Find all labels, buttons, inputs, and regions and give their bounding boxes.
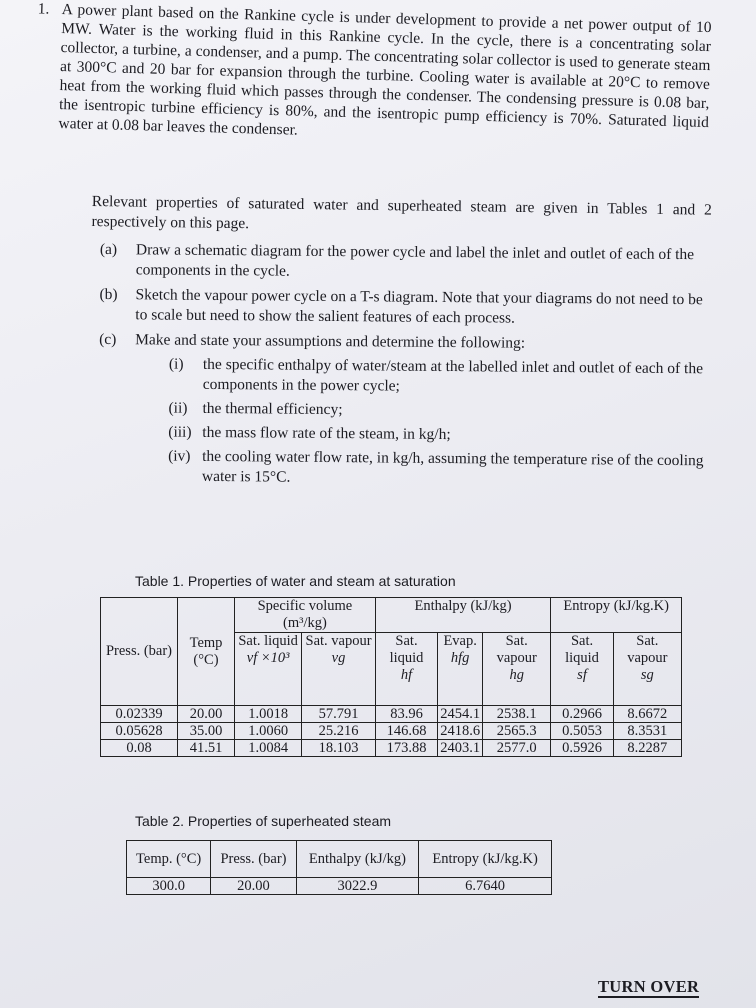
th-hfg bbox=[438, 633, 483, 706]
part-text: Draw a schematic diagram for the power cycle and label the inlet and outlet of each of the components in the cycle. bbox=[135, 241, 695, 280]
table2-superheated bbox=[126, 840, 552, 895]
th-entropy: Entropy (kJ/kg.K) bbox=[551, 598, 682, 633]
part-b bbox=[99, 285, 709, 330]
cell: 2403.1 bbox=[438, 740, 483, 757]
subpart-text: the mass flow rate of the steam, in kg/h; bbox=[202, 423, 451, 444]
part-text: Make and state your assumptions and determine the following: bbox=[135, 331, 526, 352]
th-specific-volume: Specific volume (m³/kg) bbox=[235, 598, 376, 633]
subpart-label: (iii) bbox=[168, 423, 192, 441]
question-intro: A power plant based on the Rankine cycle is under development to provide a net power output of 10 MW. Water is the working fluid in this Rankine cycle. In the cycle, there is a concentrating solar collector, a turbine, a condenser, and a pump. The concentrating solar collector is used to generate steam at 300°C and 20 bar for expansion through the turbine. Cooling water is available at 20°C to remove heat from the working fluid which passes through the condenser. The condensing pressure is 0.08 bar, the isentropic turbine efficiency is 80%, and the isentropic pump efficiency is 70%. Saturated liquid water at 0.08 bar leaves the condenser. bbox=[58, 0, 712, 139]
question-parts bbox=[98, 240, 710, 496]
part-label: (b) bbox=[99, 285, 118, 304]
properties-note-text: Relevant properties of saturated water and superheated steam are given in Tables 1 and 2 respectively on this page. bbox=[91, 192, 712, 233]
th-sf bbox=[551, 633, 613, 706]
cell: 2565.3 bbox=[483, 723, 551, 740]
part-label: (c) bbox=[99, 330, 117, 349]
cell: 25.216 bbox=[302, 723, 376, 740]
th-entropy: Entropy (kJ/kg.K) bbox=[419, 841, 552, 878]
cell: 20.00 bbox=[178, 706, 235, 723]
part-text: Sketch the vapour power cycle on a T-s diagram. Note that your diagrams do not need to be to scale but need to show the salient features of each process. bbox=[135, 286, 703, 327]
part-a bbox=[100, 240, 710, 285]
cell: 2577.0 bbox=[483, 740, 551, 757]
subpart-text: the specific enthalpy of water/steam at the labelled inlet and outlet of each of the components in the power cycle; bbox=[202, 355, 704, 395]
cell: 2418.6 bbox=[438, 723, 483, 740]
cell: 8.2287 bbox=[613, 740, 681, 757]
turn-over-label: TURN OVER bbox=[598, 977, 700, 996]
cell: 41.51 bbox=[178, 740, 235, 757]
cell: 8.6672 bbox=[613, 706, 681, 723]
th-sg-symbol: sg bbox=[640, 667, 654, 683]
th-sg bbox=[613, 633, 681, 706]
subpart-label: (iv) bbox=[168, 447, 191, 465]
cell: 146.68 bbox=[375, 723, 437, 740]
th-hg-symbol: hg bbox=[509, 667, 524, 683]
cell: 18.103 bbox=[302, 740, 376, 757]
th-hfg-symbol: hfg bbox=[450, 650, 470, 666]
subpart-iv bbox=[168, 447, 708, 492]
cell: 35.00 bbox=[178, 723, 235, 740]
subpart-label: (ii) bbox=[168, 399, 188, 417]
th-hf-label: Sat. liquid bbox=[389, 633, 424, 666]
th-vf-label: Sat. liquid bbox=[238, 633, 298, 649]
table-row bbox=[101, 706, 682, 723]
cell: 0.5053 bbox=[551, 723, 613, 740]
cell: 3022.9 bbox=[296, 878, 419, 895]
th-temp: Temp (°C) bbox=[178, 598, 235, 706]
question-1 bbox=[37, 0, 712, 151]
cell: 0.5926 bbox=[551, 740, 613, 757]
table2-caption: Table 2. Properties of superheated steam bbox=[135, 813, 392, 829]
cell: 2454.1 bbox=[438, 706, 483, 723]
cell: 83.96 bbox=[375, 706, 437, 723]
part-c bbox=[98, 330, 709, 491]
question-number: 1. bbox=[37, 0, 50, 18]
table-row bbox=[127, 878, 552, 895]
th-enthalpy: Enthalpy (kJ/kg) bbox=[375, 598, 551, 633]
table-row bbox=[101, 723, 682, 740]
cell: 1.0084 bbox=[235, 740, 302, 757]
part-label: (a) bbox=[99, 240, 118, 259]
table-row bbox=[101, 740, 682, 757]
th-sf-label: Sat. liquid bbox=[565, 633, 599, 666]
table1-group-header bbox=[101, 598, 682, 633]
cell: 6.7640 bbox=[419, 878, 552, 895]
th-sg-label: Sat. vapour bbox=[627, 633, 668, 666]
th-vg-symbol: vg bbox=[331, 650, 346, 666]
cell: 300.0 bbox=[127, 878, 211, 895]
cell: 0.2966 bbox=[551, 706, 613, 723]
th-vf bbox=[235, 633, 302, 706]
cell: 1.0018 bbox=[235, 706, 302, 723]
cell: 1.0060 bbox=[235, 723, 302, 740]
th-hg bbox=[483, 633, 551, 706]
subpart-text: the cooling water flow rate, in kg/h, assuming the temperature rise of the cooling water is 15°C. bbox=[201, 447, 704, 486]
table1-saturation bbox=[100, 597, 682, 757]
subpart-ii bbox=[168, 399, 708, 424]
cell: 20.00 bbox=[211, 878, 296, 895]
th-hf-symbol: hf bbox=[400, 667, 413, 683]
properties-note bbox=[91, 192, 711, 241]
subparts bbox=[168, 355, 709, 492]
th-sf-symbol: sf bbox=[577, 667, 587, 683]
cell: 8.3531 bbox=[613, 723, 681, 740]
cell: 0.08 bbox=[101, 740, 178, 757]
table1-caption: Table 1. Properties of water and steam at saturation bbox=[135, 573, 456, 589]
th-temp: Temp. (°C) bbox=[127, 841, 211, 878]
cell: 0.05628 bbox=[101, 723, 178, 740]
cell: 57.791 bbox=[302, 706, 376, 723]
cell: 0.02339 bbox=[101, 706, 178, 723]
th-hg-label: Sat. vapour bbox=[496, 633, 537, 666]
subpart-text: the thermal efficiency; bbox=[202, 399, 343, 419]
th-vg bbox=[302, 633, 376, 706]
th-vf-symbol: vf ×10³ bbox=[246, 650, 290, 666]
cell: 2538.1 bbox=[483, 706, 551, 723]
table2-header bbox=[127, 841, 552, 878]
subpart-i bbox=[169, 355, 709, 400]
th-hf bbox=[375, 633, 437, 706]
th-enthalpy: Enthalpy (kJ/kg) bbox=[296, 841, 419, 878]
th-hfg-label: Evap. bbox=[443, 633, 477, 649]
subpart-label: (i) bbox=[168, 355, 184, 373]
cell: 173.88 bbox=[375, 740, 437, 757]
th-press: Press. (bar) bbox=[101, 598, 178, 706]
subpart-iii bbox=[168, 423, 708, 448]
th-vg-label: Sat. vapour bbox=[305, 633, 372, 649]
th-press: Press. (bar) bbox=[211, 841, 296, 878]
